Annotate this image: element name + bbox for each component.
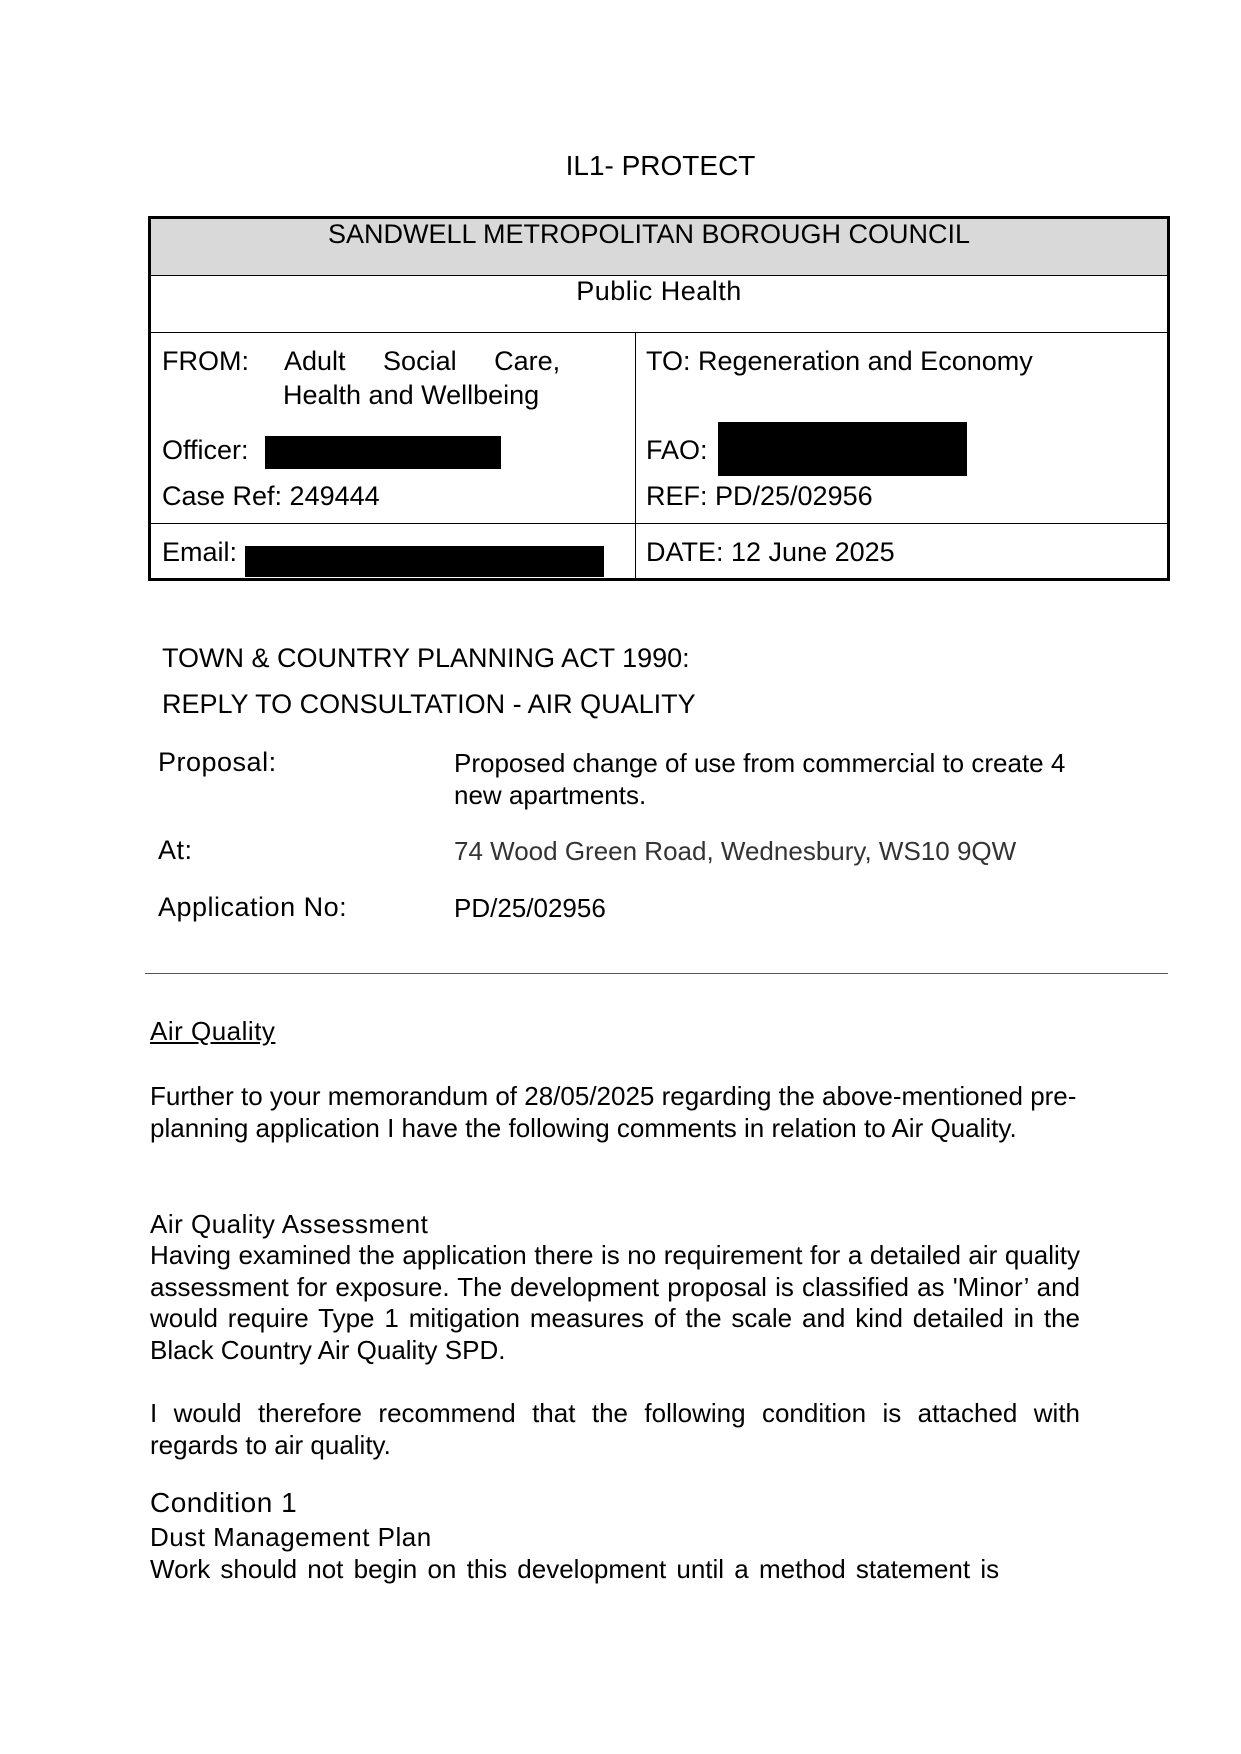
email-label: Email: [162, 537, 238, 567]
ref-line: REF: PD/25/02956 [646, 481, 873, 511]
classification-label: IL1- PROTECT [565, 150, 756, 181]
fao-label: FAO: [646, 435, 708, 465]
department-name: Public Health [576, 276, 742, 306]
recommend-paragraph: I would therefore recommend that the following condition is attached with regards to air quality. [150, 1398, 1080, 1460]
dust-plan-text: Work should not begin on this development until a method statement is [150, 1554, 1000, 1584]
to-cell [636, 333, 1169, 524]
from-label: FROM: [162, 346, 249, 376]
council-name-cell [150, 218, 1169, 276]
department-cell [150, 276, 1169, 333]
to-line: TO: Regeneration and Economy [646, 346, 1033, 376]
application-no-label: Application No: [158, 892, 348, 922]
fao-redaction [718, 422, 967, 476]
condition-title: Condition 1 [150, 1487, 298, 1518]
application-no-value: PD/25/02956 [454, 893, 606, 923]
email-cell [150, 524, 636, 580]
officer-redaction [265, 436, 501, 469]
at-value: 74 Wood Green Road, Wednesbury, WS10 9QW [454, 836, 1017, 866]
aqa-paragraph: Having examined the application there is no requirement for a detailed air quality assessment for exposure. The development proposal is classified as 'Minor’ and would require Type 1 mitigation measures of the scale and kind detailed in the Black Country Air Quality SPD. [150, 1240, 1080, 1365]
officer-label: Officer: [162, 435, 249, 465]
date-cell [636, 524, 1169, 580]
section-divider [145, 973, 1168, 974]
email-redaction [245, 546, 604, 577]
reply-heading: REPLY TO CONSULTATION - AIR QUALITY [162, 689, 696, 719]
dust-plan-title: Dust Management Plan [150, 1522, 432, 1552]
proposal-label: Proposal: [158, 747, 277, 777]
from-cell [150, 333, 636, 524]
from-line-1: Adult Social Care, [284, 346, 561, 376]
case-ref: Case Ref: 249444 [162, 481, 380, 511]
aqa-title: Air Quality Assessment [150, 1209, 429, 1239]
council-name: SANDWELL METROPOLITAN BOROUGH COUNCIL [327, 219, 971, 249]
from-line-2: Health and Wellbeing [283, 380, 540, 410]
date-line: DATE: 12 June 2025 [646, 537, 895, 567]
proposal-value: Proposed change of use from commercial to create 4 new apartments. [454, 748, 1066, 810]
section-title: Air Quality [150, 1016, 276, 1046]
intro-paragraph: Further to your memorandum of 28/05/2025 regarding the above-mentioned pre-planning application I have the following comments in relation to Air Quality. [150, 1081, 1077, 1143]
memo-header-table [148, 216, 1170, 581]
at-label: At: [158, 835, 193, 865]
act-heading: TOWN & COUNTRY PLANNING ACT 1990: [162, 643, 690, 673]
